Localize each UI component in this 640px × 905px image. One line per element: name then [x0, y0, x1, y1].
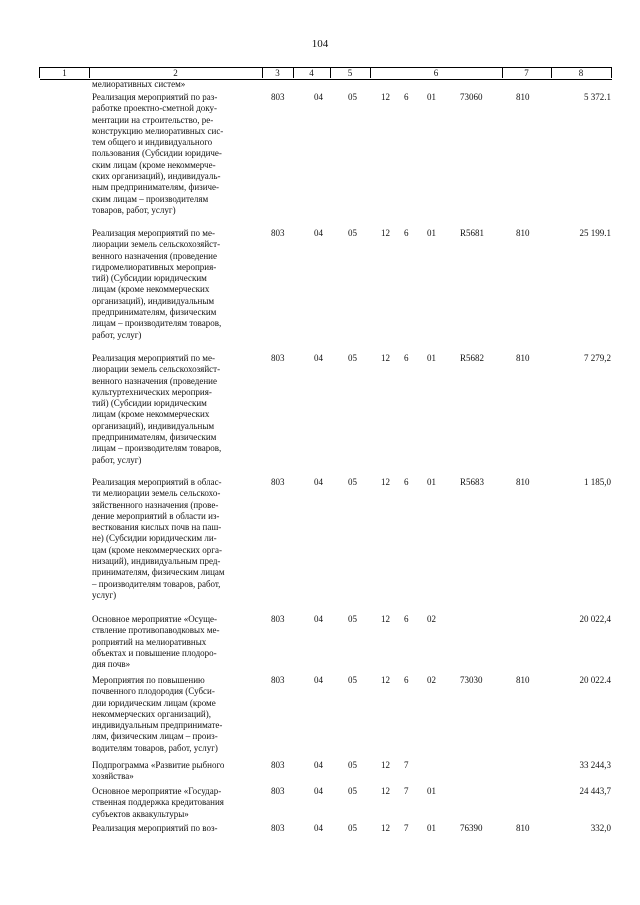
row-name: [92, 823, 272, 834]
row-name-line: Подпрограмма «Развитие рыбного: [92, 760, 225, 770]
row-name-line: ским лицам – производителям: [92, 193, 209, 204]
row-name-line: ти мелиорации земель сельскохо-: [92, 488, 221, 499]
row-name-line: культуртехнических мероприя-: [92, 386, 212, 397]
row-name-line: ских организаций), индивидуаль-: [92, 171, 221, 182]
cell-c6c: 02: [427, 675, 436, 685]
cell-c4: 04: [314, 823, 323, 833]
cell-c6d: R5683: [460, 477, 485, 487]
row-name-line: тий) (Субсидии юридическим: [92, 398, 207, 409]
row-name: [92, 477, 272, 601]
row-name-line: лицам (кроме некоммерческих: [92, 409, 210, 420]
column-header-7: 7: [524, 68, 529, 78]
cell-c6c: 01: [427, 477, 436, 487]
row-name-line: работ, услуг): [92, 329, 142, 340]
cell-c4: 04: [314, 92, 323, 102]
row-name-line: Мероприятия по повышению: [92, 675, 205, 685]
row-name-line: дение мероприятий в области из-: [92, 510, 220, 521]
row-name-line: ским лицам (кроме некоммерче-: [92, 159, 216, 170]
row-name-line: пользования (Субсидии юридиче-: [92, 148, 222, 159]
column-header-4: 4: [309, 68, 314, 78]
row-name-line: гидромелиоративных мероприя-: [92, 261, 217, 272]
cell-c6b: 6: [404, 675, 409, 685]
row-name: [92, 760, 272, 783]
cell-c8: 1 185,0: [584, 477, 611, 487]
cell-c7: 810: [516, 675, 530, 685]
cell-c8: 20 022,4: [579, 614, 611, 624]
row-name-line: ствление противопаводковых ме-: [92, 625, 220, 636]
row-name-line: объектах и повышение плодоро-: [92, 647, 217, 658]
row-name-fragment: мелиоративных систем»: [92, 79, 186, 89]
row-name-line: Реализация мероприятий по раз-: [92, 92, 218, 102]
row-name-line: Реализация мероприятий по ме-: [92, 353, 215, 363]
cell-c3: 803: [271, 760, 285, 770]
cell-c6b: 6: [404, 228, 409, 238]
row-name-line: Основное мероприятие «Государ-: [92, 786, 222, 796]
row-name-line: работ, услуг): [92, 454, 142, 465]
column-header-2: 2: [173, 68, 178, 78]
cell-c3: 803: [271, 823, 285, 833]
cell-c6b: 7: [404, 823, 409, 833]
cell-c4: 04: [314, 477, 323, 487]
row-name-line: Реализация мероприятий по ме-: [92, 228, 215, 238]
cell-c5: 05: [348, 228, 357, 238]
cell-c8: 24 443,7: [579, 786, 611, 796]
row-name: [92, 353, 272, 466]
cell-c6a: 12: [381, 228, 390, 238]
row-name-line: организаций), индивидуальным: [92, 295, 215, 306]
cell-c7: 810: [516, 92, 530, 102]
cell-c5: 05: [348, 823, 357, 833]
row-name: [92, 786, 272, 820]
row-name-line: лицам (кроме некоммерческих: [92, 284, 210, 295]
cell-c7: 810: [516, 477, 530, 487]
cell-c6b: 6: [404, 353, 409, 363]
cell-c6c: 02: [427, 614, 436, 624]
row-name-line: Основное мероприятие «Осуще-: [92, 614, 217, 624]
cell-c8: 25 199.1: [579, 228, 611, 238]
cell-c6b: 6: [404, 92, 409, 102]
row-name-line: индивидуальным предпринимате-: [92, 720, 223, 731]
cell-c8: 5 372.1: [584, 92, 611, 102]
row-name-line: не) (Субсидии юридическим ли-: [92, 533, 217, 544]
row-name-line: некоммерческих организаций),: [92, 708, 211, 719]
cell-c4: 04: [314, 675, 323, 685]
column-header-3: 3: [275, 68, 280, 78]
page-number: 104: [311, 38, 329, 50]
cell-c6d: 76390: [460, 823, 483, 833]
row-name-line: предпринимателям, физическим: [92, 307, 217, 318]
cell-c8: 33 244,3: [579, 760, 611, 770]
row-name: [92, 614, 272, 670]
cell-c6b: 7: [404, 786, 409, 796]
cell-c5: 05: [348, 675, 357, 685]
cell-c6c: 01: [427, 353, 436, 363]
cell-c3: 803: [271, 228, 285, 238]
cell-c6a: 12: [381, 823, 390, 833]
row-name-line: лям, физическим лицам – произ-: [92, 731, 218, 742]
cell-c4: 04: [314, 614, 323, 624]
row-name-line: лицам – производителям товаров,: [92, 443, 222, 454]
row-name-line: товаров, работ, услуг): [92, 204, 176, 215]
row-name-line: тий) (Субсидии юридическим: [92, 273, 207, 284]
row-name-line: ным предпринимателям, физиче-: [92, 182, 220, 193]
cell-c5: 05: [348, 92, 357, 102]
column-header-1: 1: [62, 68, 67, 78]
row-name-line: предпринимателям, физическим: [92, 432, 217, 443]
cell-c5: 05: [348, 760, 357, 770]
cell-c3: 803: [271, 353, 285, 363]
cell-c5: 05: [348, 614, 357, 624]
row-name-line: венного назначения (проведение: [92, 375, 217, 386]
row-name-line: Реализация мероприятий по воз-: [92, 823, 218, 833]
cell-c6a: 12: [381, 675, 390, 685]
cell-c6a: 12: [381, 92, 390, 102]
row-name-line: Реализация мероприятий в облас-: [92, 477, 222, 487]
row-name-line: низаций), индивидуальным пред-: [92, 556, 221, 567]
row-name-line: лицам – производителям товаров,: [92, 318, 222, 329]
cell-c8: 332,0: [590, 823, 611, 833]
cell-c3: 803: [271, 92, 285, 102]
row-name-line: роприятий на мелиоративных: [92, 636, 207, 647]
cell-c6c: 01: [427, 92, 436, 102]
cell-c8: 7 279,2: [584, 353, 611, 363]
column-divider: [611, 67, 612, 78]
row-name-line: дия почв»: [92, 659, 131, 670]
column-header-6: 6: [433, 68, 439, 78]
cell-c5: 05: [348, 786, 357, 796]
cell-c3: 803: [271, 786, 285, 796]
row-name-line: лиорации земель сельскохозяйст-: [92, 364, 221, 375]
row-name-line: тем общего и индивидуального: [92, 137, 213, 148]
row-name: [92, 92, 272, 216]
cell-c6c: 01: [427, 823, 436, 833]
cell-c3: 803: [271, 477, 285, 487]
cell-c4: 04: [314, 760, 323, 770]
row-name-line: лиорации земель сельскохозяйст-: [92, 239, 221, 250]
row-name-line: работке проектно-сметной доку-: [92, 103, 218, 114]
cell-c6a: 12: [381, 760, 390, 770]
cell-c4: 04: [314, 228, 323, 238]
cell-c8: 20 022.4: [579, 675, 611, 685]
cell-c3: 803: [271, 614, 285, 624]
row-name-line: водителям товаров, работ, услуг): [92, 742, 218, 753]
row-name-line: зяйственного назначения (прове-: [92, 499, 219, 510]
cell-c6c: 01: [427, 228, 436, 238]
row-name-line: ственная поддержка кредитования: [92, 797, 224, 808]
row-name: [92, 675, 272, 754]
row-name-line: организаций), индивидуальным: [92, 420, 215, 431]
cell-c6b: 7: [404, 760, 409, 770]
cell-c7: 810: [516, 228, 530, 238]
row-name-line: дии юридическим лицам (кроме: [92, 697, 216, 708]
cell-c6a: 12: [381, 353, 390, 363]
row-name-line: ментации на строительство, ре-: [92, 114, 214, 125]
cell-c6d: R5682: [460, 353, 485, 363]
row-name-line: весткования кислых почв на паш-: [92, 522, 222, 533]
cell-c7: 810: [516, 823, 530, 833]
cell-c6c: 01: [427, 786, 436, 796]
row-name-line: почвенного плодородия (Субси-: [92, 686, 215, 697]
row-name-line: хозяйства»: [92, 771, 134, 782]
cell-c6d: 73030: [460, 675, 483, 685]
cell-c6a: 12: [381, 614, 390, 624]
cell-c3: 803: [271, 675, 285, 685]
cell-c6d: R5681: [460, 228, 485, 238]
row-name-line: – производителям товаров, работ,: [92, 578, 221, 589]
column-header-8: 8: [578, 68, 584, 78]
cell-c6a: 12: [381, 786, 390, 796]
cell-c6a: 12: [381, 477, 390, 487]
cell-c6b: 6: [404, 614, 409, 624]
cell-c5: 05: [348, 477, 357, 487]
row-name-line: субъектов аквакультуры»: [92, 808, 189, 819]
cell-c5: 05: [348, 353, 357, 363]
row-name-line: услуг): [92, 589, 117, 600]
cell-c4: 04: [314, 786, 323, 796]
column-header-5: 5: [347, 68, 353, 78]
cell-c7: 810: [516, 353, 530, 363]
row-name-line: цам (кроме некоммерческих орга-: [92, 544, 222, 555]
cell-c6b: 6: [404, 477, 409, 487]
row-name-line: венного назначения (проведение: [92, 250, 217, 261]
cell-c6d: 73060: [460, 92, 483, 102]
row-name-line: принимателям, физическим лицам: [92, 567, 225, 578]
cell-c4: 04: [314, 353, 323, 363]
row-name: [92, 228, 272, 341]
row-name-line: конструкцию мелиоративных сис-: [92, 125, 224, 136]
